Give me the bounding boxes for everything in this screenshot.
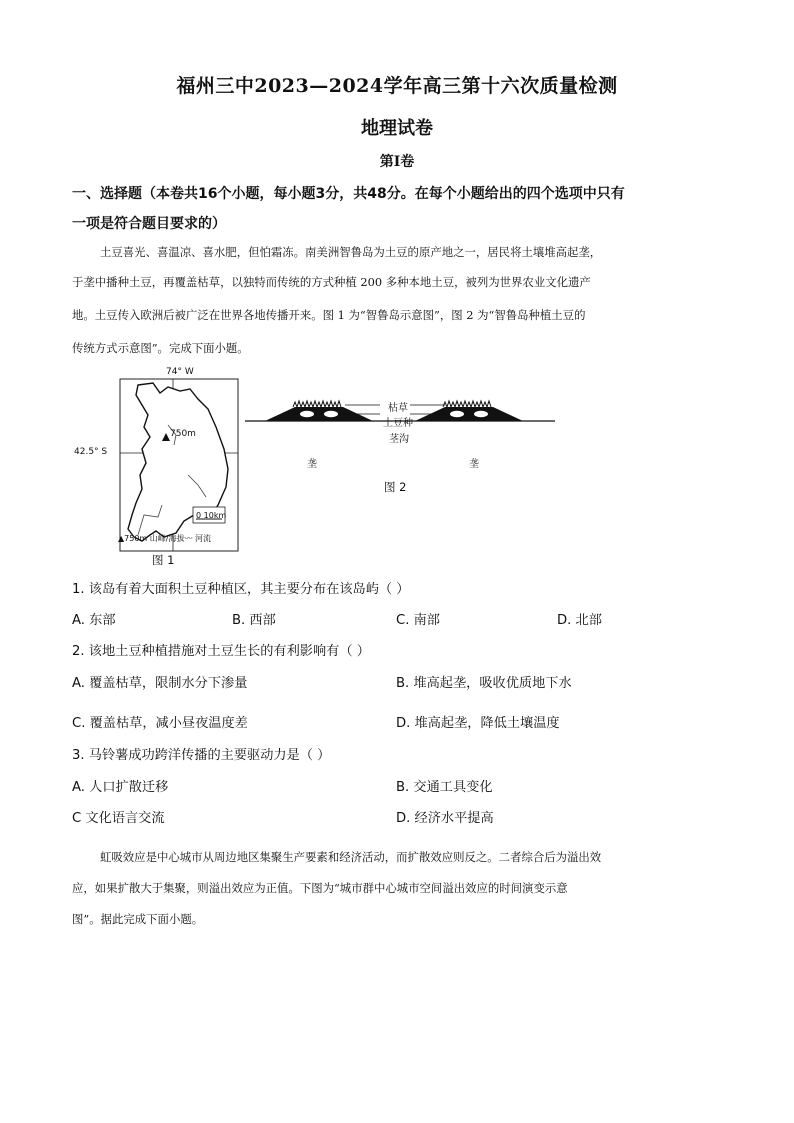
potato-seed-1 [300,411,314,417]
section-heading-line2: 一项是符合题目要求的） [72,216,226,232]
scale-label: 0 10km [196,511,227,520]
potato-seed-2 [324,411,338,417]
q1-option-a[interactable]: A. 东部 [72,613,116,628]
passage2-line2: 应，如果扩散大于集聚，则溢出效应为正值。下图为“城市群中心城市空间溢出效应的时间演变示意 [72,881,568,895]
longitude-label: 74° W [166,367,194,377]
question-2-stem: 2. 该地土豆种植措施对土豆生长的有利影响有（ ） [72,644,370,659]
passage1-line2: 于垄中播种土豆，再覆盖枯草，以独特而传统的方式种植 200 多种本地土豆，被列为世界农业文化遗产 [72,275,591,289]
q2-option-c[interactable]: C. 覆盖枯草，减小昼夜温度差 [72,716,248,731]
grass-right [443,401,491,407]
passage2-line3: 图”。据此完成下面小题。 [72,912,204,926]
section-heading-line1: 一、选择题（本卷共16个小题，每小题3分，共48分。在每个小题给出的四个选项中只有 [72,186,625,202]
map-legend: ▲750m 山峰/海拔〰 河流 [118,534,211,543]
q3-option-a[interactable]: A. 人口扩散迁移 [72,780,169,795]
ridge-label-right: 垄 [469,459,479,470]
label-seed: 土豆种 [383,418,413,429]
q3-option-d[interactable]: D. 经济水平提高 [396,811,494,826]
passage1-line1: 土豆喜光、喜温凉、喜水肥，但怕霜冻。南美洲智鲁岛为土豆的原产地之一，居民将土壤堆高起垄， [100,245,602,259]
volume-label: 第Ⅰ卷 [379,154,415,170]
figure1-map [98,365,248,565]
passage2-line1: 虹吸效应是中心城市从周边地区集聚生产要素和经济活动，而扩散效应则反之。二者综合后为溢出效 [100,850,602,864]
q2-option-a[interactable]: A. 覆盖枯草，限制水分下渗量 [72,676,248,691]
q3-option-b[interactable]: B. 交通工具变化 [396,780,493,795]
ridge-label-left: 垄 [307,459,317,470]
passage1-line3: 地。土豆传入欧洲后被广泛在世界各地传播开来。图 1 为“智鲁岛示意图”，图 2 为“智鲁岛种植土豆的 [72,308,586,322]
q2-option-d[interactable]: D. 堆高起垄，降低土壤温度 [396,716,560,731]
q2-option-b[interactable]: B. 堆高起垄，吸收优质地下水 [396,676,572,691]
question-1-stem: 1. 该岛有着大面积土豆种植区，其主要分布在该岛屿（ ） [72,582,410,597]
label-furrow: 茎沟 [389,434,409,445]
page-title: 福州三中2023—2024学年高三第十六次质量检测 [176,75,618,97]
potato-seed-3 [450,411,464,417]
q1-option-c[interactable]: C. 南部 [396,613,440,628]
page-subtitle: 地理试卷 [361,118,433,139]
potato-seed-4 [474,411,488,417]
q1-option-d[interactable]: D. 北部 [557,613,602,628]
q3-option-c[interactable]: C 文化语言交流 [72,811,165,826]
figure1-caption: 图 1 [152,553,175,567]
figure2-caption: 图 2 [384,480,407,494]
peak-label: 750m [170,429,196,439]
q1-option-b[interactable]: B. 西部 [232,613,276,628]
question-3-stem: 3. 马铃薯成功跨洋传播的主要驱动力是（ ） [72,748,331,763]
grass-left [293,401,341,407]
label-grass: 枯草 [388,403,408,414]
passage1-line4: 传统方式示意图”。完成下面小题。 [72,341,249,355]
latitude-label: 42.5° S [74,447,108,457]
